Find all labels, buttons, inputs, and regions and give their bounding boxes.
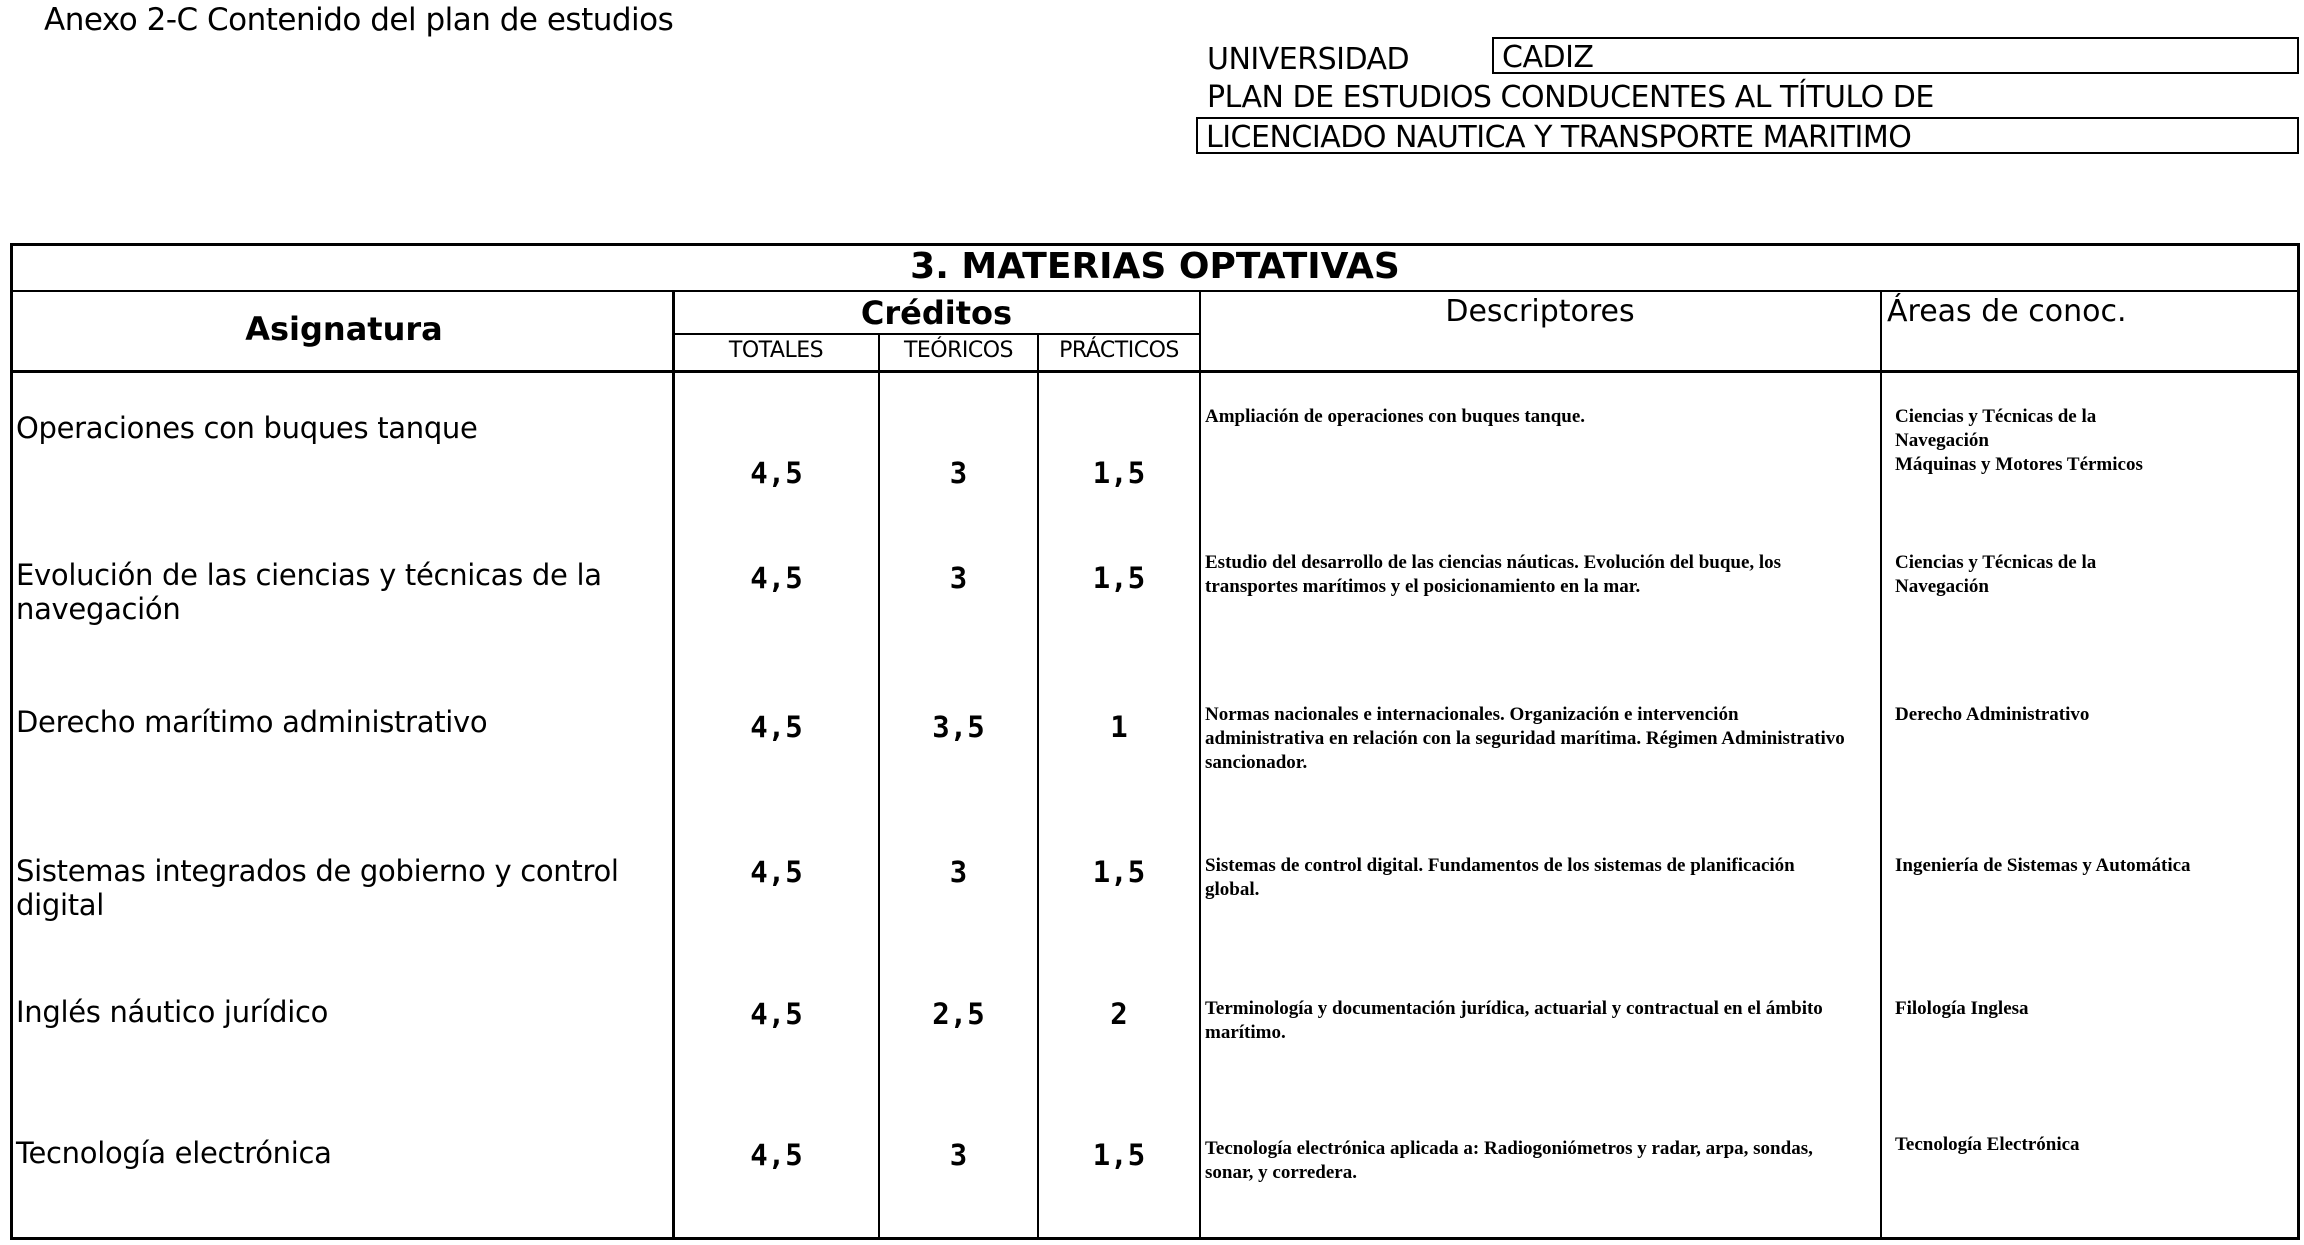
cell-descriptores: Terminología y documentación jurídica, actuarial y contractual en el ámbito marítimo. (1205, 998, 1823, 1043)
cell-asignatura: Inglés náutico jurídico (16, 995, 329, 1029)
university-label: UNIVERSIDAD (1207, 42, 1410, 77)
cell-practicos: 1,5 (1092, 561, 1146, 595)
title-divider (10, 290, 2300, 292)
header-divider (10, 370, 2300, 373)
header-asignatura: Asignatura (245, 310, 443, 348)
cell-areas (1895, 997, 2295, 1021)
header-descriptores: Descriptores (1445, 294, 1635, 329)
cell-practicos: 1,5 (1092, 855, 1146, 889)
cell-descriptores: Estudio del desarrollo de las ciencias náuticas. Evolución del buque, los transportes marítimos y el posicionamiento en la mar. (1205, 552, 1782, 597)
area-line: Ciencias y Técnicas de la (1895, 406, 2097, 427)
header-creditos: Créditos (860, 294, 1013, 332)
cell-areas (1895, 1133, 2295, 1157)
col-divider-4 (1199, 290, 1201, 1237)
area-line: Ciencias y Técnicas de la (1895, 552, 2097, 573)
university-value: CADIZ (1502, 40, 1594, 75)
cell-teoricos: 3 (949, 561, 968, 595)
cell-areas (1895, 854, 2295, 878)
col-divider-5 (1880, 290, 1882, 1237)
cell-descriptores: Sistemas de control digital. Fundamentos de los sistemas de planificación global. (1205, 855, 1795, 900)
cell-areas (1895, 703, 2295, 727)
cell-totales: 4,5 (750, 855, 803, 889)
cell-descriptores: Tecnología electrónica aplicada a: Radiogoniómetros y radar, arpa, sondas, sonar, y corredera. (1205, 1138, 1813, 1183)
cell-descriptores: Ampliación de operaciones con buques tanque. (1205, 406, 1586, 427)
cell-practicos: 1,5 (1092, 456, 1146, 490)
area-line: Máquinas y Motores Térmicos (1895, 454, 2143, 475)
cell-descriptores: Normas nacionales e internacionales. Organización e intervención administrativa en relación con la seguridad marítima. Régimen Administrativo sancionador. (1205, 704, 1845, 773)
cell-totales: 4,5 (750, 710, 803, 744)
cell-teoricos: 3,5 (932, 710, 985, 744)
cell-totales: 4,5 (750, 456, 803, 490)
cell-practicos: 2 (1110, 997, 1128, 1031)
credits-divider (673, 333, 1200, 335)
header-practicos: PRÁCTICOS (1059, 338, 1179, 363)
cell-asignatura: Sistemas integrados de gobierno y control digital (16, 854, 619, 922)
cell-totales: 4,5 (750, 997, 803, 1031)
plan-line: PLAN DE ESTUDIOS CONDUCENTES AL TÍTULO DE (1207, 80, 1934, 115)
degree-title-box (1196, 117, 2299, 154)
cell-areas (1895, 405, 2295, 477)
header-areas: Áreas de conoc. (1887, 294, 2127, 329)
cell-asignatura: Derecho marítimo administrativo (16, 705, 488, 739)
cell-practicos: 1 (1110, 710, 1128, 744)
university-box (1492, 37, 2299, 74)
area-line: Navegación (1895, 576, 1989, 597)
cell-asignatura: Operaciones con buques tanque (16, 411, 478, 445)
cell-asignatura: Evolución de las ciencias y técnicas de la navegación (16, 558, 602, 626)
cell-areas (1895, 551, 2295, 599)
header-totales: TOTALES (728, 338, 824, 363)
area-line: Ingeniería de Sistemas y Automática (1895, 855, 2191, 876)
area-line: Navegación (1895, 430, 1989, 451)
header-teoricos: TEÓRICOS (903, 338, 1014, 363)
area-line: Tecnología Electrónica (1895, 1134, 2080, 1155)
cell-asignatura: Tecnología electrónica (16, 1136, 332, 1170)
cell-teoricos: 2,5 (932, 997, 985, 1031)
cell-teoricos: 3 (949, 855, 968, 889)
cell-totales: 4,5 (750, 1138, 803, 1172)
area-line: Derecho Administrativo (1895, 704, 2090, 725)
cell-practicos: 1,5 (1092, 1138, 1146, 1172)
cell-totales: 4,5 (750, 561, 803, 595)
section-title: 3. MATERIAS OPTATIVAS (910, 246, 1400, 287)
degree-title: LICENCIADO NAUTICA Y TRANSPORTE MARITIMO (1206, 120, 1912, 155)
annex-title: Anexo 2-C Contenido del plan de estudios (44, 2, 674, 38)
area-line: Filología Inglesa (1895, 998, 2029, 1019)
cell-teoricos: 3 (949, 456, 968, 490)
col-divider-1 (672, 290, 675, 1237)
cell-teoricos: 3 (949, 1138, 968, 1172)
